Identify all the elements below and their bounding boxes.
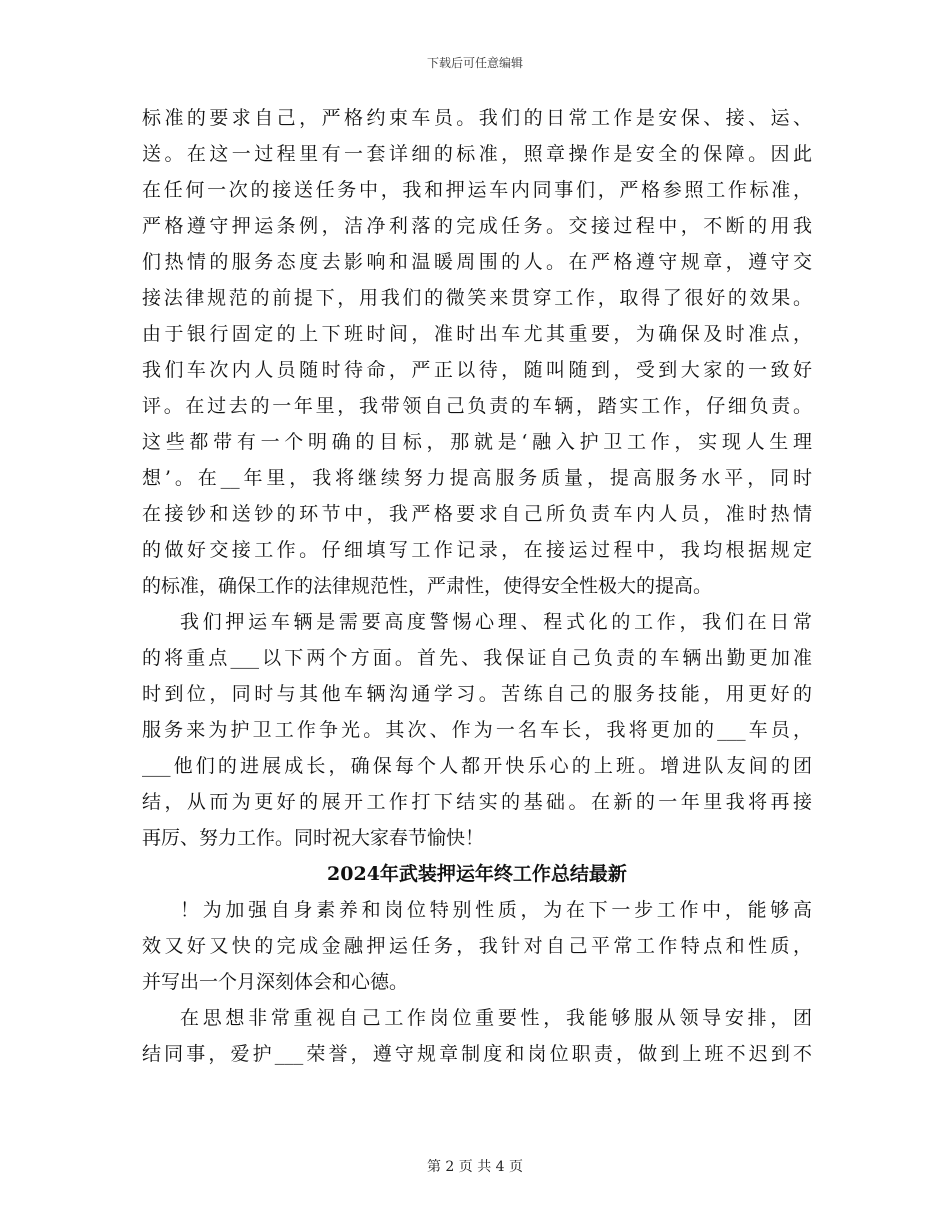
body-line: 这些都带有一个明确的目标，那就是‘融入护卫工作，实现人生理	[142, 431, 812, 453]
body-line: ___他们的进展成长，确保每个人都开快乐心的上班。增进队友间的团	[142, 755, 812, 777]
body-line: 结，从而为更好的展开工作打下结实的基础。在新的一年里我将再接	[142, 791, 812, 813]
body-line: 在接钞和送钞的环节中，我严格要求自己所负责车内人员，准时热情	[142, 503, 812, 525]
body-line: 结同事，爱护___荣誉，遵守规章制度和岗位职责，做到上班不迟到不	[142, 1043, 812, 1065]
body-line: 严格遵守押运条例，洁净利落的完成任务。交接过程中，不断的用我	[142, 215, 812, 237]
body-line: 接法律规范的前提下，用我们的微笑来贯穿工作，取得了很好的效果。	[142, 287, 812, 309]
body-line: 的做好交接工作。仔细填写工作记录，在接运过程中，我均根据规定	[142, 539, 812, 561]
body-line: 标准的要求自己，严格约束车员。我们的日常工作是安保、接、运、	[142, 107, 812, 129]
body-line: 送。在这一过程里有一套详细的标准，照章操作是安全的保障。因此	[142, 143, 812, 165]
body-line: 由于银行固定的上下班时间，准时出车尤其重要，为确保及时准点，	[142, 323, 812, 345]
body-line: 再厉、努力工作。同时祝大家春节愉快！	[142, 827, 485, 849]
body-line: 的将重点___以下两个方面。首先、我保证自己负责的车辆出勤更加准	[142, 647, 812, 669]
body-line: 想’。在__年里，我将继续努力提高服务质量，提高服务水平，同时	[142, 467, 812, 489]
body-line: 我们车次内人员随时待命，严正以待，随叫随到，受到大家的一致好	[142, 359, 812, 381]
body-line: 在任何一次的接送任务中，我和押运车内同事们，严格参照工作标准，	[142, 179, 812, 201]
body-line: 时到位，同时与其他车辆沟通学习。苦练自己的服务技能，用更好的	[142, 683, 812, 705]
page-header: 下载后可任意编辑	[426, 56, 523, 70]
body-line: 评。在过去的一年里，我带领自己负责的车辆，踏实工作，仔细负责。	[142, 395, 812, 417]
body-line: ！为加强自身素养和岗位特别性质，为在下一步工作中，能够高	[180, 899, 812, 921]
body-line: 效又好又快的完成金融押运任务，我针对自己平常工作特点和性质，	[142, 935, 812, 957]
body-line: 并写出一个月深刻体会和心德。	[142, 971, 409, 993]
section-title: 2024年武装押运年终工作总结最新	[327, 863, 627, 885]
body-line: 在思想非常重视自己工作岗位重要性，我能够服从领导安排，团	[180, 1007, 812, 1029]
document-body	[142, 100, 812, 1072]
body-line: 服务来为护卫工作争光。其次、作为一名车长，我将更加的___车员，	[142, 719, 812, 741]
body-line: 们热情的服务态度去影响和温暖周围的人。在严格遵守规章，遵守交	[142, 251, 812, 273]
page-footer: 第 2 页 共 4 页	[426, 1159, 524, 1175]
body-line: 我们押运车辆是需要高度警惕心理、程式化的工作，我们在日常	[180, 611, 812, 633]
body-line: 的标准，确保工作的法律规范性，严肃性，使得安全性极大的提高。	[142, 575, 713, 597]
